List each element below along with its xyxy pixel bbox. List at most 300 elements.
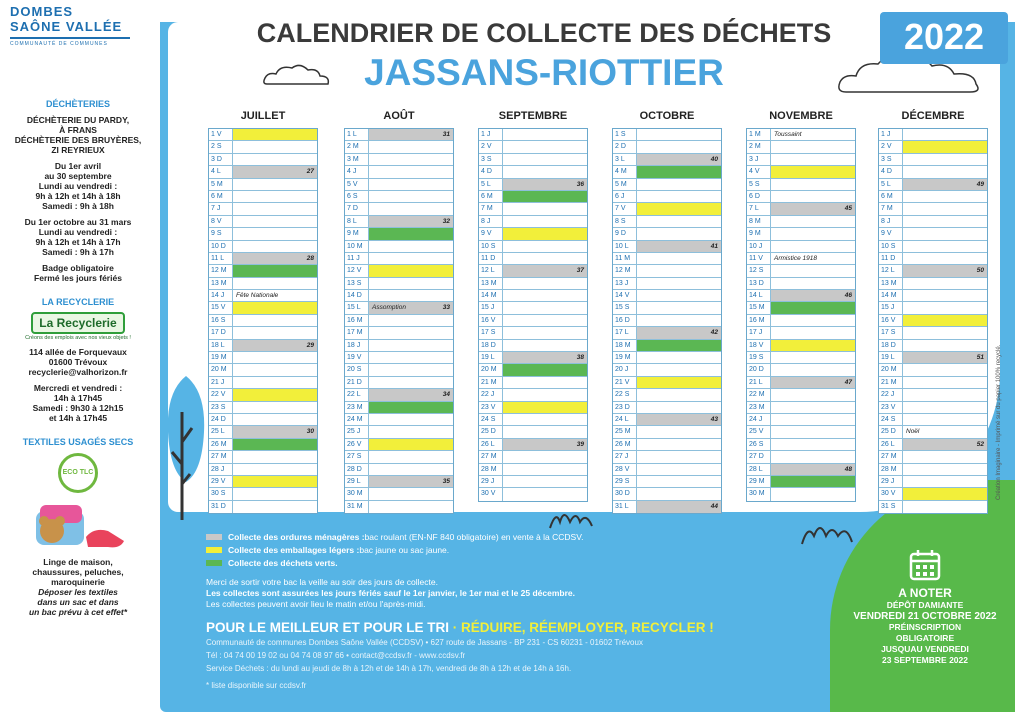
day-label: 26 M	[209, 439, 233, 450]
month-column	[612, 110, 722, 514]
day-row	[613, 253, 721, 265]
day-row	[345, 228, 453, 240]
day-cell	[637, 228, 721, 239]
day-label: 28 V	[613, 464, 637, 475]
day-label: 26 V	[345, 439, 369, 450]
day-cell	[637, 129, 721, 140]
day-cell	[903, 315, 987, 326]
year-badge: 2022	[880, 12, 1008, 64]
notice-line: DÉPÔT DAMIANTE	[886, 600, 964, 610]
day-row	[345, 352, 453, 364]
day-label: 4 L	[209, 166, 233, 177]
day-label: 31 M	[345, 501, 369, 513]
day-label: 3 S	[479, 154, 503, 165]
day-row	[479, 389, 587, 401]
legend-detail: bac roulant (EN-NF 840 obligatoire) en vente à la CCDSV.	[364, 531, 584, 542]
day-label: 30 M	[345, 488, 369, 499]
day-cell	[771, 302, 855, 313]
day-cell	[369, 414, 453, 425]
day-row	[613, 426, 721, 438]
day-row	[613, 141, 721, 153]
day-cell	[771, 129, 855, 140]
sidebar-text-line: Fermé les jours fériés	[34, 273, 122, 283]
day-row	[613, 439, 721, 451]
day-label: 29 S	[613, 476, 637, 487]
day-cell	[503, 290, 587, 301]
day-cell	[771, 203, 855, 214]
day-row	[345, 327, 453, 339]
day-row	[209, 327, 317, 339]
day-cell	[903, 253, 987, 264]
day-label: 2 S	[209, 141, 233, 152]
day-cell	[233, 154, 317, 165]
day-row	[613, 154, 721, 166]
day-row	[879, 327, 987, 339]
day-row	[613, 389, 721, 401]
day-label: 10 S	[879, 241, 903, 252]
legend-item	[206, 530, 846, 543]
day-label: 10 J	[747, 241, 771, 252]
day-row	[209, 501, 317, 513]
calendar-icon	[908, 548, 942, 582]
sidebar-text-line: Lundi au vendredi :	[38, 181, 118, 191]
collection-mark-gray	[369, 129, 453, 140]
slogan-main: POUR LE MEILLEUR ET POUR LE TRI	[206, 620, 450, 635]
day-cell	[233, 451, 317, 462]
day-row	[209, 414, 317, 426]
day-label: 15 S	[613, 302, 637, 313]
month-column	[478, 110, 588, 502]
week-number: 50	[976, 267, 984, 275]
sidebar-text-line: maroquinerie	[51, 577, 105, 587]
day-label: 17 J	[747, 327, 771, 338]
collection-mark-yellow	[503, 228, 587, 239]
sidebar-text-line: Du 1er avril	[54, 161, 102, 171]
week-number: 43	[710, 415, 718, 423]
day-row	[613, 302, 721, 314]
clothes-illustration	[28, 497, 128, 553]
day-label: 27 M	[209, 451, 233, 462]
day-label: 20 J	[613, 364, 637, 375]
day-row	[613, 228, 721, 240]
day-label: 22 L	[345, 389, 369, 400]
day-cell	[903, 278, 987, 289]
sidebar-text-line: 9h à 12h et 14h à 18h	[35, 191, 121, 201]
decheteries-list	[8, 115, 148, 155]
sidebar-text-line: Du 1er octobre au 31 mars	[24, 217, 132, 227]
holiday-note: Armistice 1918	[774, 254, 817, 262]
day-label: 4 V	[747, 166, 771, 177]
day-row	[345, 451, 453, 463]
day-row	[613, 290, 721, 302]
day-cell	[233, 402, 317, 413]
day-cell	[903, 402, 987, 413]
day-row	[479, 216, 587, 228]
logo-text: SAÔNE VALLÉE	[10, 19, 123, 34]
week-number: 42	[710, 329, 718, 337]
day-label: 17 M	[345, 327, 369, 338]
day-label: 20 M	[879, 364, 903, 375]
day-row	[345, 426, 453, 438]
day-row	[613, 327, 721, 339]
collection-mark-yellow	[771, 166, 855, 177]
day-label: 30 S	[209, 488, 233, 499]
day-label: 21 L	[747, 377, 771, 388]
collection-mark-gray	[771, 290, 855, 301]
day-label: 4 D	[879, 166, 903, 177]
day-row	[613, 315, 721, 327]
day-label: 7 J	[209, 203, 233, 214]
collection-mark-gray	[503, 265, 587, 276]
tree-icon	[160, 372, 212, 522]
collection-mark-green	[369, 228, 453, 239]
day-row	[209, 315, 317, 327]
collection-mark-gray	[903, 265, 987, 276]
day-row	[345, 290, 453, 302]
day-cell	[903, 265, 987, 276]
day-label: 19 M	[209, 352, 233, 363]
day-label: 8 J	[879, 216, 903, 227]
day-row	[747, 228, 855, 240]
collection-mark-gray	[233, 253, 317, 264]
day-row	[879, 315, 987, 327]
day-row	[747, 241, 855, 253]
info-panel	[206, 530, 846, 691]
day-label: 1 M	[747, 129, 771, 140]
legend-swatch	[206, 534, 222, 540]
day-cell	[369, 166, 453, 177]
day-label: 3 D	[209, 154, 233, 165]
day-list	[344, 128, 454, 514]
collection-mark-gray	[369, 476, 453, 487]
day-label: 27 J	[613, 451, 637, 462]
week-number: 52	[976, 440, 984, 448]
day-label: 16 M	[345, 315, 369, 326]
day-cell	[637, 203, 721, 214]
day-cell	[233, 265, 317, 276]
day-cell	[903, 216, 987, 227]
day-row	[879, 290, 987, 302]
day-row	[479, 253, 587, 265]
day-list	[878, 128, 988, 514]
day-cell	[369, 352, 453, 363]
day-cell	[233, 129, 317, 140]
day-cell	[503, 315, 587, 326]
summer-hours	[8, 161, 148, 211]
day-cell	[233, 179, 317, 190]
day-list	[478, 128, 588, 502]
logo-text: COMMUNAUTÉ DE COMMUNES	[10, 41, 108, 47]
day-cell	[503, 389, 587, 400]
day-label: 4 D	[479, 166, 503, 177]
day-cell	[233, 290, 317, 301]
day-row	[879, 464, 987, 476]
day-row	[613, 377, 721, 389]
day-row	[747, 476, 855, 488]
day-label: 13 D	[747, 278, 771, 289]
day-row	[613, 241, 721, 253]
day-row	[479, 278, 587, 290]
day-label: 7 M	[479, 203, 503, 214]
day-row	[879, 488, 987, 500]
day-row	[345, 216, 453, 228]
collection-mark-gray	[369, 216, 453, 227]
sidebar-text-line: DÉCHÈTERIE DES BRUYÈRES,	[14, 135, 142, 145]
day-label: 18 J	[345, 340, 369, 351]
day-label: 21 M	[479, 377, 503, 388]
day-row	[479, 476, 587, 488]
day-row	[209, 265, 317, 277]
day-row	[879, 265, 987, 277]
day-row	[345, 129, 453, 141]
day-cell	[903, 191, 987, 202]
logo-text: DOMBES	[10, 4, 74, 19]
day-cell	[233, 340, 317, 351]
day-cell	[903, 464, 987, 475]
legend-swatch	[206, 547, 222, 553]
day-cell	[771, 488, 855, 500]
day-label: 12 L	[879, 265, 903, 276]
day-row	[879, 389, 987, 401]
holiday-note: Fête Nationale	[236, 292, 279, 300]
day-row	[879, 501, 987, 513]
dombes-logo	[8, 4, 148, 47]
legend	[206, 530, 846, 569]
day-label: 15 L	[345, 302, 369, 313]
day-cell	[637, 426, 721, 437]
day-label: 27 M	[879, 451, 903, 462]
day-cell	[503, 439, 587, 450]
day-cell	[771, 402, 855, 413]
day-label: 12 M	[613, 265, 637, 276]
day-row	[345, 476, 453, 488]
week-number: 34	[442, 391, 450, 399]
notice-line: JUSQUAU VENDREDI	[881, 644, 969, 654]
day-label: 26 L	[879, 439, 903, 450]
day-row	[479, 166, 587, 178]
day-row	[879, 191, 987, 203]
day-label: 23 D	[613, 402, 637, 413]
day-label: 9 V	[879, 228, 903, 239]
day-row	[613, 488, 721, 500]
day-label: 28 M	[479, 464, 503, 475]
day-row	[747, 426, 855, 438]
day-label: 18 V	[747, 340, 771, 351]
day-row	[209, 476, 317, 488]
day-cell	[771, 290, 855, 301]
collection-mark-yellow	[503, 402, 587, 413]
day-label: 24 M	[345, 414, 369, 425]
holiday-note: Assomption	[372, 304, 406, 312]
week-number: 36	[576, 180, 584, 188]
day-cell	[369, 228, 453, 239]
day-label: 29 V	[209, 476, 233, 487]
legend-label: Collecte des ordures ménagères :	[228, 531, 365, 542]
day-cell	[503, 426, 587, 437]
badge-info	[8, 263, 148, 283]
day-cell	[233, 315, 317, 326]
day-row	[747, 265, 855, 277]
day-cell	[233, 414, 317, 425]
day-cell	[903, 327, 987, 338]
collection-mark-green	[233, 265, 317, 276]
collection-mark-yellow	[903, 488, 987, 499]
day-cell	[637, 414, 721, 425]
day-row	[747, 302, 855, 314]
day-row	[747, 389, 855, 401]
day-row	[479, 179, 587, 191]
day-cell	[503, 377, 587, 388]
day-label: 10 D	[209, 241, 233, 252]
day-label: 18 L	[209, 340, 233, 351]
holiday-note: Noël	[906, 428, 920, 436]
sidebar-text-line: 9h à 12h et 14h à 17h	[35, 237, 121, 247]
day-row	[747, 464, 855, 476]
day-cell	[903, 451, 987, 462]
day-row	[879, 179, 987, 191]
day-row	[345, 253, 453, 265]
day-label: 1 V	[209, 129, 233, 140]
day-row	[345, 340, 453, 352]
collection-mark-green	[503, 191, 587, 202]
day-row	[613, 476, 721, 488]
day-row	[209, 340, 317, 352]
day-cell	[369, 179, 453, 190]
day-label: 3 J	[747, 154, 771, 165]
day-label: 1 L	[345, 129, 369, 140]
day-row	[613, 265, 721, 277]
day-label: 24 L	[613, 414, 637, 425]
day-row	[479, 439, 587, 451]
day-row	[345, 464, 453, 476]
day-row	[747, 414, 855, 426]
day-cell	[903, 129, 987, 140]
day-cell	[233, 464, 317, 475]
day-cell	[637, 302, 721, 313]
day-label: 11 D	[879, 253, 903, 264]
day-row	[747, 290, 855, 302]
day-row	[345, 265, 453, 277]
day-cell	[637, 216, 721, 227]
day-label: 24 S	[879, 414, 903, 425]
collection-mark-gray	[503, 352, 587, 363]
collection-mark-green	[637, 166, 721, 177]
day-list	[208, 128, 318, 514]
day-row	[879, 402, 987, 414]
day-label: 2 D	[613, 141, 637, 152]
day-cell	[637, 389, 721, 400]
day-cell	[637, 476, 721, 487]
day-row	[879, 476, 987, 488]
day-cell	[369, 216, 453, 227]
day-label: 9 M	[345, 228, 369, 239]
day-row	[747, 253, 855, 265]
recyclerie-logo: La Recyclerie	[31, 312, 124, 334]
day-list	[612, 128, 722, 514]
notice-line: 23 SEPTEMBRE 2022	[882, 655, 968, 665]
day-row	[345, 488, 453, 500]
day-label: 6 S	[345, 191, 369, 202]
day-cell	[771, 414, 855, 425]
day-row	[613, 464, 721, 476]
day-row	[747, 278, 855, 290]
day-row	[345, 203, 453, 215]
day-cell	[637, 451, 721, 462]
day-row	[879, 340, 987, 352]
day-label: 4 M	[613, 166, 637, 177]
day-cell	[233, 302, 317, 313]
day-cell	[369, 290, 453, 301]
day-cell	[503, 228, 587, 239]
day-row	[879, 216, 987, 228]
day-row	[209, 364, 317, 376]
sidebar-text-line: 14h à 17h45	[53, 393, 103, 403]
sidebar-text-line: 01600 Trévoux	[48, 357, 108, 367]
day-label: 14 J	[209, 290, 233, 301]
week-number: 27	[306, 168, 314, 176]
note-line: Les collectes peuvent avoir lieu le matin et/ou l'après-midi.	[206, 599, 426, 609]
day-row	[879, 426, 987, 438]
day-label: 7 M	[879, 203, 903, 214]
day-label: 26 M	[613, 439, 637, 450]
day-label: 13 M	[479, 278, 503, 289]
day-row	[479, 402, 587, 414]
week-number: 48	[844, 465, 852, 473]
day-cell	[503, 216, 587, 227]
day-label: 18 D	[479, 340, 503, 351]
day-label: 18 D	[879, 340, 903, 351]
day-label: 25 D	[879, 426, 903, 437]
day-cell	[771, 464, 855, 475]
day-label: 18 M	[613, 340, 637, 351]
day-cell	[903, 241, 987, 252]
day-label: 13 S	[345, 278, 369, 289]
day-label: 16 V	[879, 315, 903, 326]
week-number: 47	[844, 378, 852, 386]
day-row	[209, 451, 317, 463]
decheteries-title: DÉCHÈTERIES	[45, 99, 110, 109]
day-row	[479, 265, 587, 277]
day-cell	[503, 253, 587, 264]
day-cell	[637, 278, 721, 289]
day-row	[479, 340, 587, 352]
contact-line: Communauté de communes Dombes Saône Vallée (CCDSV) • 627 route de Jassans - BP 231 - CS 60231 - 01602 Trévoux	[206, 638, 643, 647]
day-label: 29 J	[479, 476, 503, 487]
day-row	[345, 302, 453, 314]
day-label: 19 L	[479, 352, 503, 363]
day-cell	[637, 141, 721, 152]
collection-mark-green	[771, 476, 855, 487]
month-name: JUILLET	[240, 110, 286, 122]
day-row	[479, 451, 587, 463]
day-cell	[369, 488, 453, 499]
collection-mark-yellow	[637, 377, 721, 388]
collection-mark-green	[233, 439, 317, 450]
day-label: 20 M	[479, 364, 503, 375]
collection-mark-gray	[771, 203, 855, 214]
day-cell	[503, 278, 587, 289]
day-cell	[771, 154, 855, 165]
month-name: NOVEMBRE	[769, 110, 833, 122]
day-row	[479, 364, 587, 376]
day-cell	[369, 278, 453, 289]
day-row	[879, 241, 987, 253]
sidebar-text-line: DÉCHÈTERIE DU PARDY,	[26, 115, 130, 125]
day-row	[747, 216, 855, 228]
day-row	[209, 278, 317, 290]
day-label: 15 M	[747, 302, 771, 313]
day-cell	[503, 340, 587, 351]
